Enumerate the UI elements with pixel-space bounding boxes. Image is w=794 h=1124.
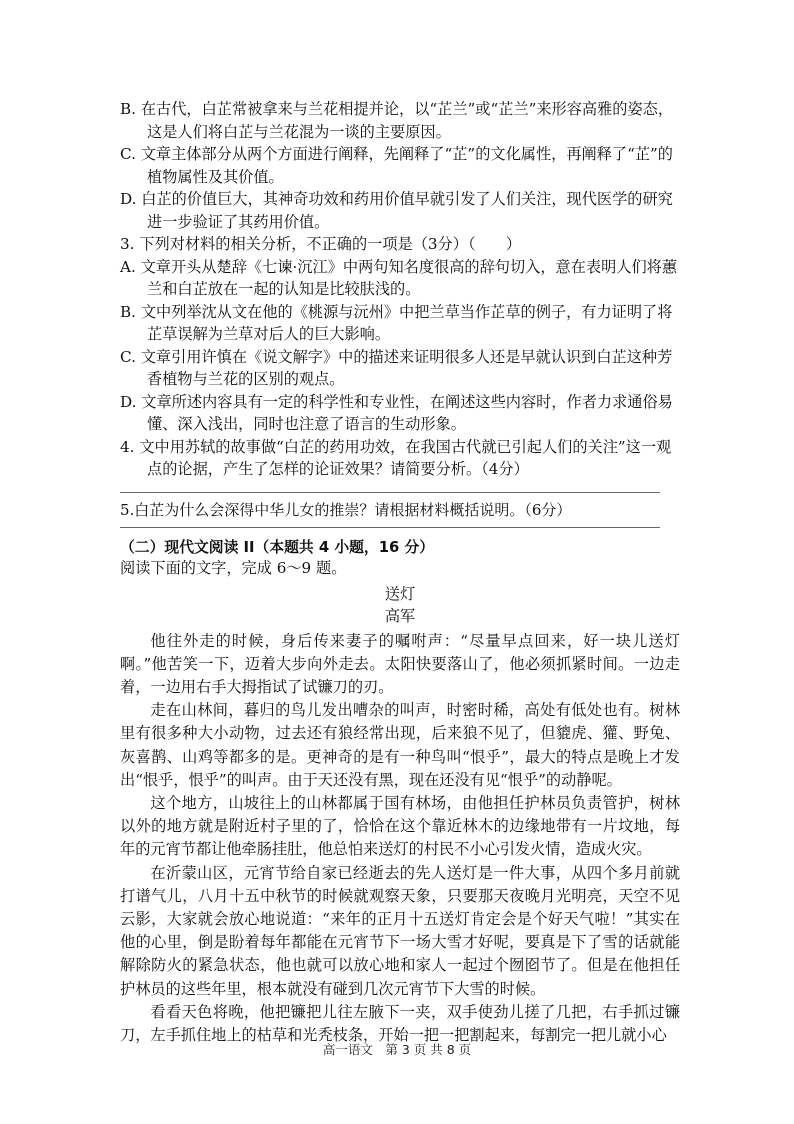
page-content	[120, 98, 680, 1047]
question-3-stem: 3. 下列对材料的相关分析，不正确的一项是（3分）（ ）	[120, 235, 522, 253]
story-title: 送灯	[384, 584, 416, 603]
page-footer: 高一语文 第 3 页 共 8 页	[322, 1042, 472, 1057]
story-author: 高军	[384, 606, 416, 625]
q3-option-b: B. 文中列举沈从文在他的《桃源与沅州》中把兰草当作芷草的例子，有力证明了将芷草误解为兰草对后人的巨大影响。	[120, 302, 673, 343]
answer-line[interactable]	[120, 492, 660, 493]
story-paragraph: 在沂蒙山区，元宵节给自家已经逝去的先人送灯是一件大事，从四个多月前就打谱气儿，八月十五中秋节的时候就观察天象，只要那天夜晚月光明亮，天空不见云影，大家就会放心地说道：“来年的正月十五送灯肯定会是个好天气啦！”其实在他的心里，倒是盼着每年都能在元宵节下一场大雪才好呢，要真是下了雪的话就能解除防火的紧急状态，他也就可以放心地和家人一起过个囫囵节了。但是在他担任护林员的这些年里，根本就没有碰到几次元宵节下大雪的时候。	[120, 863, 680, 998]
story-paragraph: 走在山林间，暮归的鸟儿发出嘈杂的叫声，时密时稀，高处有低处也有。树林里有很多种大小动物，过去还有狼经常出现，后来狼不见了，但貔虎、獾、野兔、灰喜鹊、山鸡等都多的是。更神奇的是有一种鸟叫“恨乎”，最大的特点是晚上才发出“恨乎，恨乎”的叫声。由于天还没有黑，现在还没有见“恨乎”的动静呢。	[120, 701, 680, 789]
section-heading: （二）现代文阅读 II（本题共 4 小题，16 分）	[120, 538, 435, 556]
q3-option-c: C. 文章引用许慎在《说文解字》中的描述来证明很多人还是早就认识到白芷这种芳香植物与兰花的区别的观点。	[120, 347, 673, 388]
question-4: 4. 文中用苏轼的故事做“白芷的药用功效，在我国古代就已引起人们的关注”这一观点的论据，产生了怎样的论证效果？请简要分析。（4分）	[120, 437, 672, 478]
option-d: D. 白芷的价值巨大，其神奇功效和药用价值早就引发了人们关注，现代医学的研究进一步验证了其药用价值。	[120, 190, 673, 231]
q3-option-a: A. 文章开头从楚辞《七谏·沉江》中两句知名度很高的辞句切入，意在表明人们将蕙兰和白芷放在一起的认知是比较肤浅的。	[120, 257, 678, 298]
option-b: B. 在古代，白芷常被拿来与兰花相提并论，以“芷兰”或“芷兰”来形容高雅的姿态，这是人们将白芷与兰花混为一谈的主要原因。	[120, 100, 674, 141]
story-paragraph: 看看天色将晚，他把镰把儿往左腋下一夹，双手使劲儿搓了几把，右手抓过镰刀，左手抓住地上的枯草和光秃枝条，开始一把一把割起来，每割完一把儿就小心	[120, 1002, 680, 1044]
question-5: 5.白芷为什么会深得中华儿女的推崇？请根据材料概括说明。（6分）	[120, 500, 572, 519]
story-paragraph: 他往外走的时候，身后传来妻子的嘱咐声：“尽量早点回来，好一块儿送灯啊。”他苦笑一下，迈着大步向外走去。太阳快要落山了，他必须抓紧时间。一边走着，一边用右手大拇指试了试镰刀的刃。	[120, 631, 680, 696]
q3-option-d: D. 文章所述内容具有一定的科学性和专业性，在阐述这些内容时，作者力求通俗易懂、深入浅出，同时也注意了语言的生动形象。	[120, 392, 673, 433]
story-paragraph: 这个地方，山坡往上的山林都属于国有林场，由他担任护林员负责管护，树林以外的地方就是附近村子里的了，恰恰在这个靠近林木的边缘地带有一片坟地，每年的元宵节都让他牵肠挂肚，他总怕来送灯的村民不小心引发火情，造成火灾。	[120, 793, 680, 859]
option-c: C. 文章主体部分从两个方面进行阐释，先阐释了“芷”的文化属性，再阐释了“芷”的植物属性及其价值。	[120, 145, 673, 186]
reading-instruction: 阅读下面的文字，完成 6～9 题。	[120, 558, 347, 577]
answer-line[interactable]	[120, 527, 660, 528]
